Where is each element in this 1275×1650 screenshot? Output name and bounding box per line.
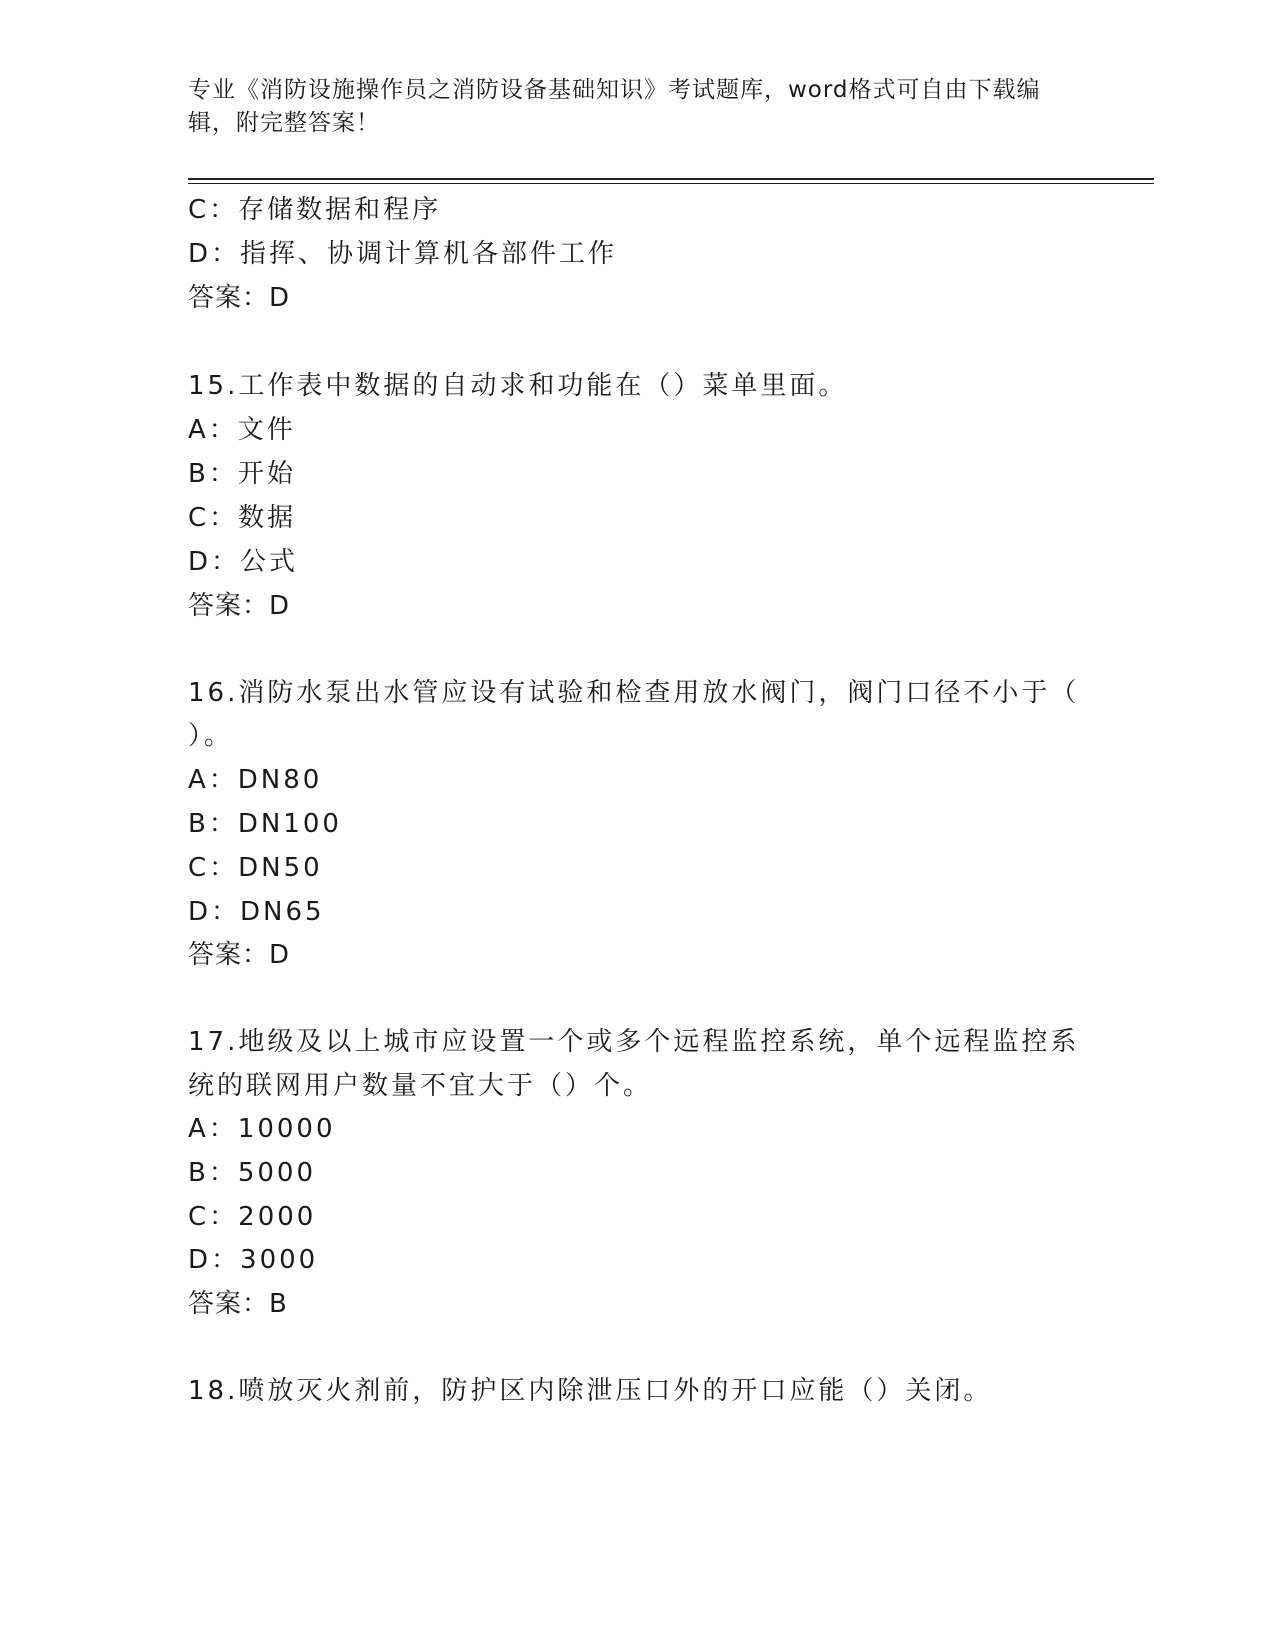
header-divider-thick xyxy=(188,178,1154,180)
prev-question-option-d: D：指挥、协调计算机各部件工作 xyxy=(188,239,618,269)
prev-question-answer: 答案：D xyxy=(188,283,291,313)
q16-answer: 答案：D xyxy=(188,940,291,970)
header-divider-thin xyxy=(188,183,1154,184)
q16-option-a: A：DN80 xyxy=(188,765,323,795)
document-header: 专业《消防设施操作员之消防设备基础知识》考试题库，word格式可自由下载编辑，附完整答案！ xyxy=(188,77,1041,136)
prev-question-option-c: C：存储数据和程序 xyxy=(188,195,442,225)
q16-stem-line2: ）。 xyxy=(188,721,234,751)
q17-stem-line1: 17.地级及以上城市应设置一个或多个远程监控系统，单个远程监控系 xyxy=(188,1027,1080,1057)
q17-option-a: A：10000 xyxy=(188,1114,336,1144)
q15-option-c: C：数据 xyxy=(188,503,297,533)
q15-option-b: B：开始 xyxy=(188,459,296,489)
q16-option-d: D：DN65 xyxy=(188,897,325,927)
q16-option-b: B：DN100 xyxy=(188,809,342,839)
q18-stem: 18.喷放灭火剂前，防护区内除泄压口外的开口应能（）关闭。 xyxy=(188,1376,993,1406)
q17-answer: 答案：B xyxy=(188,1289,288,1319)
q15-stem: 15.工作表中数据的自动求和功能在（）菜单里面。 xyxy=(188,371,848,401)
q15-option-d: D：公式 xyxy=(188,547,299,577)
q17-stem-line2: 统的联网用户数量不宜大于（）个。 xyxy=(188,1071,653,1101)
q15-answer: 答案：D xyxy=(188,591,291,621)
q16-stem-line1: 16.消防水泵出水管应设有试验和检查用放水阀门，阀门口径不小于（ xyxy=(188,678,1080,708)
q17-option-c: C：2000 xyxy=(188,1202,317,1232)
q17-option-d: D：3000 xyxy=(188,1245,319,1275)
q15-option-a: A：文件 xyxy=(188,415,296,445)
q16-option-c: C：DN50 xyxy=(188,853,323,883)
q17-option-b: B：5000 xyxy=(188,1158,317,1188)
